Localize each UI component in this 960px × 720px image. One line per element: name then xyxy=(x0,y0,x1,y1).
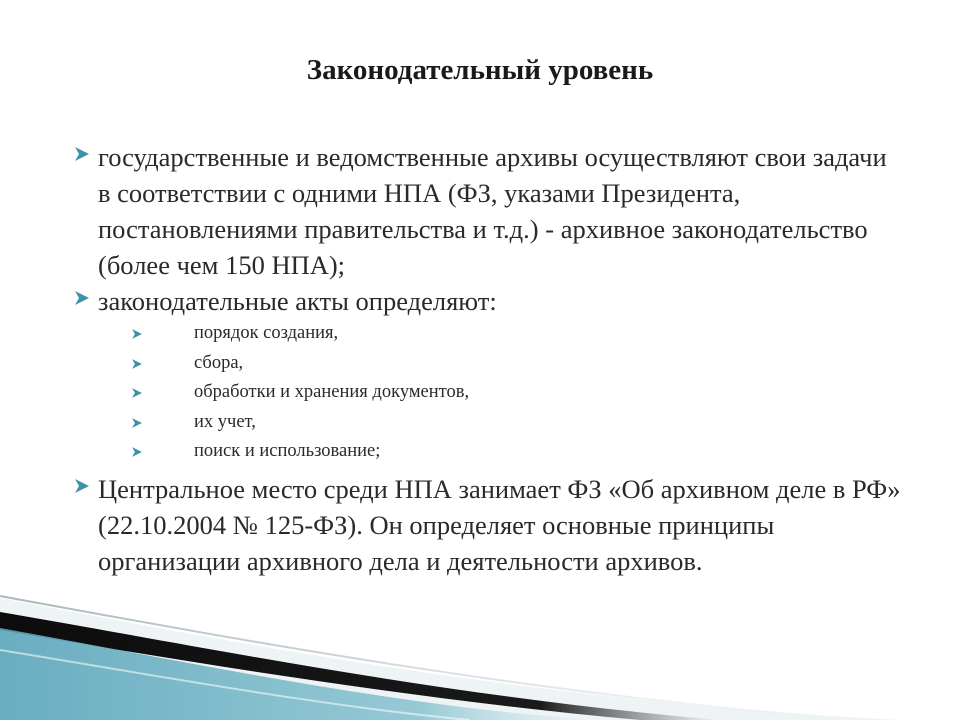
arrow-bullet-icon xyxy=(130,327,144,341)
sub-bullet-text: обработки и хранения документов, xyxy=(194,382,470,402)
bullet-text: государственные и ведомственные архивы осуществляют свои задачи в соответствии с одними НПА (ФЗ, указами Президента, постановлениями правительства и т.д.) - архивное законодательство (более чем 150 НПА); xyxy=(98,142,887,280)
arrow-bullet-icon xyxy=(130,445,144,459)
slide-title: Законодательный уровень xyxy=(306,54,654,86)
bullet-item xyxy=(72,471,902,579)
sub-bullet-text: сбора, xyxy=(194,352,244,373)
sub-bullet-text: порядок создания, xyxy=(194,323,339,343)
sub-bullet-text: поиск и использование; xyxy=(194,441,381,461)
sub-bullet-item xyxy=(98,378,902,408)
sub-bullet-item xyxy=(98,437,902,467)
bullet-item xyxy=(72,283,902,467)
bullet-list xyxy=(72,139,902,579)
sub-bullet-text: их учет, xyxy=(194,411,256,432)
bullet-text: Центральное место среди НПА занимает ФЗ «Об архивном деле в РФ» (22.10.2004 № 125-ФЗ). Он определяет основные принципы организации архивного дела и деятельности архивов. xyxy=(98,473,901,576)
bullet-item xyxy=(72,139,902,283)
sub-bullet-list xyxy=(98,319,902,467)
arrow-bullet-icon xyxy=(130,416,144,430)
arrow-bullet-icon xyxy=(72,144,92,164)
sub-bullet-item xyxy=(98,319,902,349)
arrow-bullet-icon xyxy=(72,476,92,496)
sub-bullet-item xyxy=(98,349,902,379)
arrow-bullet-icon xyxy=(130,386,144,400)
arrow-bullet-icon xyxy=(130,357,144,371)
sub-bullet-item xyxy=(98,408,902,438)
arrow-bullet-icon xyxy=(72,288,92,308)
bullet-text: законодательные акты определяют: xyxy=(98,286,497,316)
